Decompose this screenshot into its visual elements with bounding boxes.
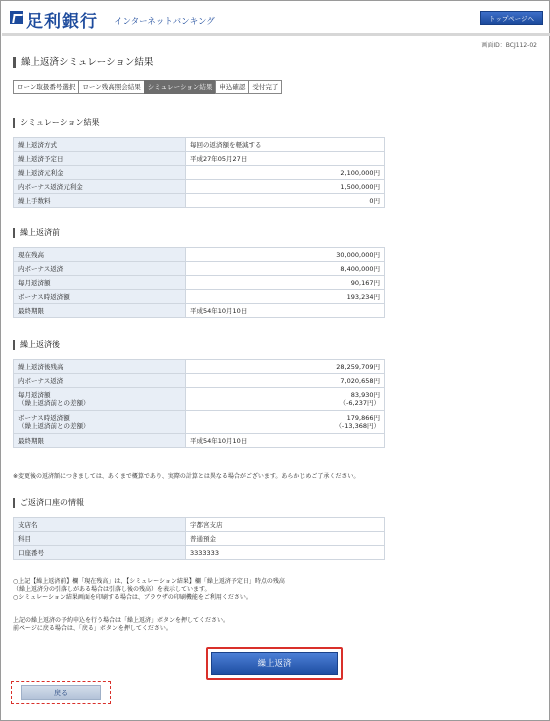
row-label: 毎月返済額 — [14, 276, 186, 290]
note-line: （繰上返済分の引落しがある場合は引落し後の残高）を表示しています。 — [13, 586, 211, 593]
table-row — [14, 194, 385, 208]
row-label: 繰上手数料 — [14, 194, 186, 208]
row-label: 支店名 — [14, 518, 186, 532]
section-title-simulation: シミュレーション結果 — [13, 118, 100, 128]
after-table — [13, 359, 385, 448]
bank-logo-subtitle: インターネットバンキング — [114, 17, 215, 27]
row-value: 193,234円 — [186, 290, 385, 304]
row-label: 内ボーナス返済 — [14, 262, 186, 276]
step-2: ローン残高照会結果 — [78, 80, 144, 94]
table-row — [14, 360, 385, 374]
row-label: ボーナス時返済額 — [14, 290, 186, 304]
bank-logo-text: 足利銀行 — [26, 12, 98, 32]
note-line: ○シミュレーション結果画面を印刷する場合は、ブラウザの印刷機能をご利用ください。 — [13, 594, 252, 601]
section-title-account: ご返済口座の情報 — [13, 498, 84, 508]
row-value: 普通預金 — [186, 532, 385, 546]
row-label: 繰上返済方式 — [14, 138, 186, 152]
section-title-before: 繰上返済前 — [13, 228, 60, 238]
table-row — [14, 388, 385, 411]
account-table — [13, 517, 385, 560]
simulation-table — [13, 137, 385, 208]
back-button-label: 戻る — [21, 685, 101, 700]
row-value: 7,020,658円 — [186, 374, 385, 388]
row-value: 宇都宮支店 — [186, 518, 385, 532]
table-row — [14, 248, 385, 262]
row-value: 1,500,000円 — [186, 180, 385, 194]
top-page-button[interactable]: トップページへ — [480, 11, 543, 25]
table-row — [14, 411, 385, 434]
row-value-main: 179,866円 — [346, 414, 380, 422]
row-value: 平成27年05月27日 — [186, 152, 385, 166]
row-value: 90,167円 — [186, 276, 385, 290]
note-line: ○上記【繰上返済前】欄「現在残高」は、【シミュレーション結果】欄「繰上返済予定日」時点の残高 — [13, 578, 285, 585]
table-row — [14, 180, 385, 194]
row-label: 内ボーナス返済 — [14, 374, 186, 388]
step-1: ローン取扱番号選択 — [13, 80, 79, 94]
row-label: 内ボーナス返済元利金 — [14, 180, 186, 194]
step-4: 申込確認 — [215, 80, 249, 94]
row-value: 2,100,000円 — [186, 166, 385, 180]
row-value — [186, 388, 385, 411]
header — [2, 2, 550, 36]
table-row — [14, 374, 385, 388]
row-label: 口座番号 — [14, 546, 186, 560]
row-label — [14, 411, 186, 434]
row-label: 繰上返済元利金 — [14, 166, 186, 180]
row-label: 現在残高 — [14, 248, 186, 262]
instruction-line: 上記の繰上返済の予約申込を行う場合は「繰上返済」ボタンを押してください。 — [13, 617, 230, 624]
row-value-diff: （-13,368円） — [335, 422, 380, 430]
row-label — [14, 388, 186, 411]
row-value: 毎回の返済額を軽減する — [186, 138, 385, 152]
row-label-sub: （繰上返済前との差額） — [18, 422, 90, 430]
table-row — [14, 290, 385, 304]
instruction-line: 前ページに戻る場合は、「戻る」ボタンを押してください。 — [13, 625, 172, 632]
table-row — [14, 138, 385, 152]
table-row — [14, 276, 385, 290]
row-value-main: 83,930円 — [350, 391, 380, 399]
row-label: 科目 — [14, 532, 186, 546]
notes-block — [13, 578, 285, 602]
table-row — [14, 166, 385, 180]
row-label: 繰上返済予定日 — [14, 152, 186, 166]
table-row — [14, 434, 385, 448]
table-row — [14, 304, 385, 318]
bank-logo-icon — [10, 11, 23, 24]
row-value-diff: （-6,237円） — [339, 399, 380, 407]
row-label: 最終期限 — [14, 434, 186, 448]
row-label: 最終期限 — [14, 304, 186, 318]
row-label-sub: （繰上返済前との差額） — [18, 399, 90, 407]
row-value: 30,000,000円 — [186, 248, 385, 262]
row-value: 平成54年10月10日 — [186, 434, 385, 448]
table-row — [14, 532, 385, 546]
row-label-main: ボーナス時返済額 — [18, 414, 70, 422]
table-row — [14, 262, 385, 276]
row-label-main: 毎月返済額 — [18, 391, 51, 399]
step-3-current: シミュレーション結果 — [144, 80, 217, 94]
table-row — [14, 518, 385, 532]
row-value: 3333333 — [186, 546, 385, 560]
table-row — [14, 546, 385, 560]
row-value — [186, 411, 385, 434]
row-value: 平成54年10月10日 — [186, 304, 385, 318]
instructions-block — [13, 617, 229, 633]
before-table — [13, 247, 385, 318]
prepayment-submit-button[interactable] — [206, 647, 343, 680]
prepayment-submit-label: 繰上返済 — [211, 652, 338, 675]
row-label: 繰上返済後残高 — [14, 360, 186, 374]
step-indicator — [13, 80, 281, 94]
page-title: 繰上返済シミュレーション結果 — [13, 57, 153, 68]
step-5: 受付完了 — [248, 80, 282, 94]
screen-id: 画面ID：BCJ112-02 — [481, 42, 537, 49]
row-value: 28,259,709円 — [186, 360, 385, 374]
row-value: 0円 — [186, 194, 385, 208]
row-value: 8,400,000円 — [186, 262, 385, 276]
table-row — [14, 152, 385, 166]
disclaimer-text: ※変更後の返済額につきましては、あくまで概算であり、実際の計算とは異なる場合がございます。あらかじめご了承ください。 — [13, 473, 360, 480]
back-button[interactable] — [11, 681, 111, 704]
section-title-after: 繰上返済後 — [13, 340, 60, 350]
